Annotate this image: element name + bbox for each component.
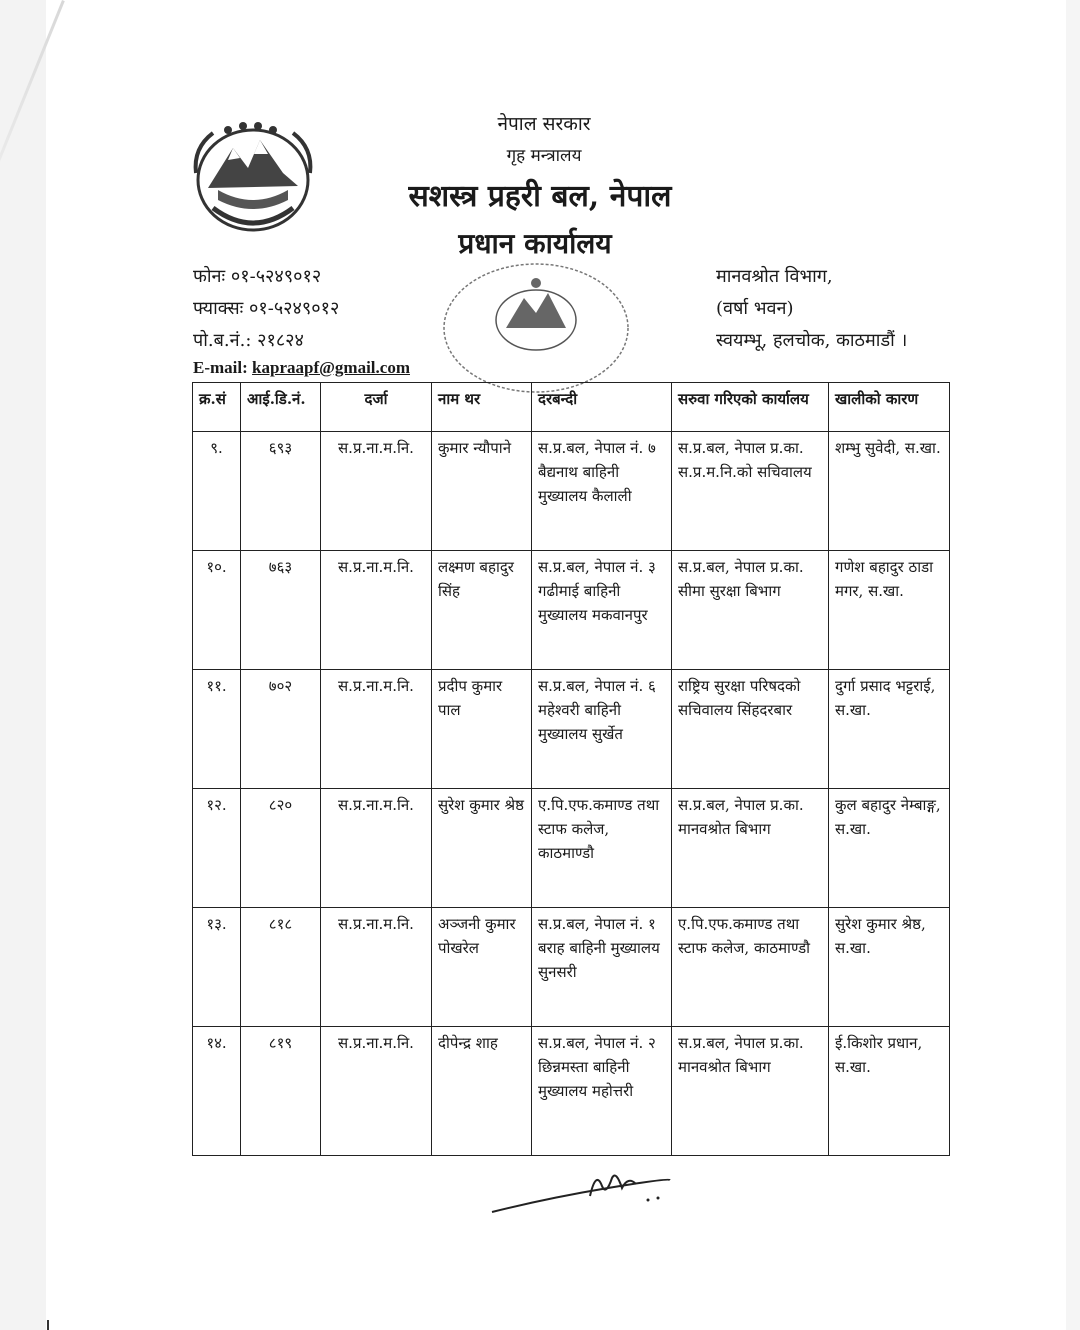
cell-vacancy-reason: गणेश बहादुर ठाडा मगर, स.खा.	[829, 551, 950, 670]
office-round-seal-icon	[436, 258, 636, 398]
scan-edge-mark	[47, 1320, 49, 1330]
cell-post: स.प्र.बल, नेपाल नं. १ बराह बाहिनी मुख्यालय सुनसरी	[532, 908, 672, 1027]
cell-name: प्रदीप कुमार पाल	[432, 670, 532, 789]
phone-number: फोनः ०१-५२४९०१२	[193, 266, 322, 287]
table-row	[193, 789, 950, 908]
office-heading: प्रधान कार्यालय	[458, 227, 612, 260]
cell-id: ८१९	[241, 1027, 321, 1156]
cell-rank: स.प्र.ना.म.नि.	[321, 551, 432, 670]
cell-name: सुरेश कुमार श्रेष्ठ	[432, 789, 532, 908]
col-header-rank: दर्जा	[321, 383, 432, 432]
cell-serial: १४.	[193, 1027, 241, 1156]
cell-id: ७०२	[241, 670, 321, 789]
po-box: पो.ब.नं.: २१८२४	[193, 330, 304, 351]
cell-id: ७६३	[241, 551, 321, 670]
office-location: स्वयम्भू, हलचोक, काठमाडौं ।	[716, 330, 908, 351]
cell-transfer-office: स.प्र.बल, नेपाल प्र.का. मानवश्रोत बिभाग	[672, 789, 829, 908]
cell-name: अञ्जनी कुमार पोखरेल	[432, 908, 532, 1027]
force-heading: सशस्त्र प्रहरी बल, नेपाल	[408, 179, 672, 214]
email-label: E-mail:	[193, 358, 248, 377]
cell-vacancy-reason: सुरेश कुमार श्रेष्ठ, स.खा.	[829, 908, 950, 1027]
email-link[interactable]: kapraapf@gmail.com	[252, 358, 410, 377]
cell-transfer-office: स.प्र.बल, नेपाल प्र.का. स.प्र.म.नि.को सचिवालय	[672, 432, 829, 551]
table-row	[193, 432, 950, 551]
transfer-table	[192, 382, 950, 1156]
cell-vacancy-reason: दुर्गा प्रसाद भट्टराई, स.खा.	[829, 670, 950, 789]
table-row	[193, 1027, 950, 1156]
cell-serial: ९.	[193, 432, 241, 551]
col-header-transfer-office: सरुवा गरिएको कार्यालय	[672, 383, 829, 432]
cell-post: ए.पि.एफ.कमाण्ड तथा स्टाफ कलेज, काठमाण्डौ	[532, 789, 672, 908]
col-header-name: नाम थर	[432, 383, 532, 432]
cell-id: ८२०	[241, 789, 321, 908]
col-header-serial: क्र.सं	[193, 383, 241, 432]
cell-vacancy-reason: कुल बहादुर नेम्बाङ्ग, स.खा.	[829, 789, 950, 908]
handwritten-signature-icon	[488, 1166, 678, 1218]
cell-name: कुमार न्यौपाने	[432, 432, 532, 551]
cell-transfer-office: राष्ट्रिय सुरक्षा परिषदको सचिवालय सिंहदरबार	[672, 670, 829, 789]
table-row	[193, 551, 950, 670]
table-row	[193, 908, 950, 1027]
cell-serial: १३.	[193, 908, 241, 1027]
department-name: मानवश्रोत विभाग,	[716, 266, 833, 287]
cell-post: स.प्र.बल, नेपाल नं. ६ महेश्वरी बाहिनी मुख्यालय सुर्खेत	[532, 670, 672, 789]
col-header-id: आई.डि.नं.	[241, 383, 321, 432]
cell-rank: स.प्र.ना.म.नि.	[321, 432, 432, 551]
cell-id: ६९३	[241, 432, 321, 551]
cell-vacancy-reason: ई.किशोर प्रधान, स.खा.	[829, 1027, 950, 1156]
cell-transfer-office: स.प्र.बल, नेपाल प्र.का. सीमा सुरक्षा बिभाग	[672, 551, 829, 670]
cell-rank: स.प्र.ना.म.नि.	[321, 1027, 432, 1156]
table-row	[193, 670, 950, 789]
cell-vacancy-reason: शम्भु सुवेदी, स.खा.	[829, 432, 950, 551]
cell-post: स.प्र.बल, नेपाल नं. २ छिन्नमस्ता बाहिनी मुख्यालय महोत्तरी	[532, 1027, 672, 1156]
table-header-row	[193, 383, 950, 432]
cell-name: दीपेन्द्र शाह	[432, 1027, 532, 1156]
cell-id: ८१८	[241, 908, 321, 1027]
fax-number: फ्याक्सः ०१-५२४९०१२	[193, 298, 340, 319]
cell-transfer-office: ए.पि.एफ.कमाण्ड तथा स्टाफ कलेज, काठमाण्डौ	[672, 908, 829, 1027]
cell-post: स.प्र.बल, नेपाल नं. ७ बैद्यनाथ बाहिनी मुख्यालय कैलाली	[532, 432, 672, 551]
building-name: (वर्षा भवन)	[716, 298, 794, 319]
ministry-heading: गृह मन्त्रालय	[506, 146, 582, 166]
col-header-vacancy-reason: खालीको कारण	[829, 383, 950, 432]
cell-rank: स.प्र.ना.म.नि.	[321, 789, 432, 908]
email-line	[193, 358, 410, 378]
cell-serial: १०.	[193, 551, 241, 670]
government-heading: नेपाल सरकार	[497, 113, 591, 135]
cell-rank: स.प्र.ना.म.नि.	[321, 670, 432, 789]
cell-serial: १२.	[193, 789, 241, 908]
cell-serial: ११.	[193, 670, 241, 789]
cell-rank: स.प्र.ना.म.नि.	[321, 908, 432, 1027]
col-header-post: दरबन्दी	[532, 383, 672, 432]
cell-post: स.प्र.बल, नेपाल नं. ३ गढीमाई बाहिनी मुख्यालय मकवानपुर	[532, 551, 672, 670]
cell-transfer-office: स.प्र.बल, नेपाल प्र.का. मानवश्रोत बिभाग	[672, 1027, 829, 1156]
cell-name: लक्ष्मण बहादुर सिंह	[432, 551, 532, 670]
